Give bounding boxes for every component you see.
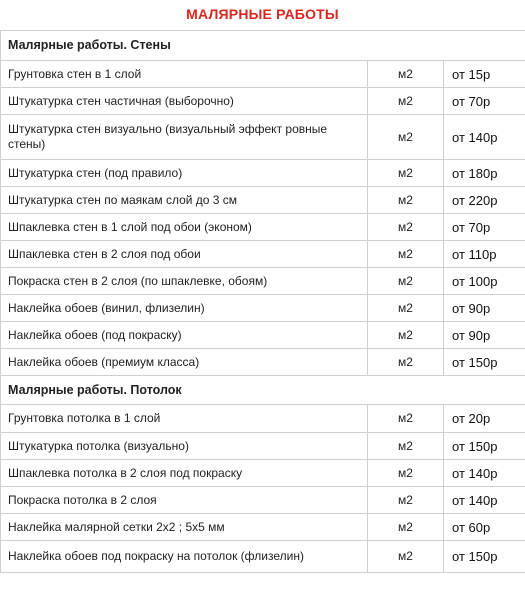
service-price: от 15р (444, 61, 525, 88)
service-name: Наклейка обоев под покраску на потолок (флизелин) (1, 541, 368, 573)
service-unit: м2 (368, 541, 444, 573)
table-row (1, 241, 525, 268)
service-price: от 70р (444, 214, 525, 241)
service-price: от 140р (444, 487, 525, 514)
table-row (1, 115, 525, 160)
service-unit: м2 (368, 187, 444, 214)
section-heading: Малярные работы. Стены (1, 31, 368, 61)
service-price: от 150р (444, 349, 525, 376)
table-row (1, 187, 525, 214)
section-header-row (1, 31, 525, 61)
section-unit-cell (368, 31, 444, 61)
price-table (0, 30, 525, 573)
service-unit: м2 (368, 514, 444, 541)
service-price: от 140р (444, 460, 525, 487)
service-price: от 150р (444, 541, 525, 573)
table-row (1, 61, 525, 88)
table-row (1, 405, 525, 433)
table-row (1, 514, 525, 541)
service-name: Шпаклевка потолка в 2 слоя под покраску (1, 460, 368, 487)
service-price: от 180р (444, 160, 525, 187)
service-name: Наклейка обоев (под покраску) (1, 322, 368, 349)
section-price-cell (444, 31, 525, 61)
table-row (1, 487, 525, 514)
service-price: от 150р (444, 433, 525, 460)
service-unit: м2 (368, 349, 444, 376)
service-unit: м2 (368, 88, 444, 115)
table-row (1, 88, 525, 115)
section-header-row (1, 376, 525, 405)
price-table-body (1, 31, 525, 573)
service-name: Наклейка обоев (винил, флизелин) (1, 295, 368, 322)
service-price: от 90р (444, 322, 525, 349)
table-row (1, 322, 525, 349)
table-row (1, 541, 525, 573)
service-unit: м2 (368, 214, 444, 241)
service-unit: м2 (368, 61, 444, 88)
table-row (1, 268, 525, 295)
service-name: Штукатурка потолка (визуально) (1, 433, 368, 460)
service-name: Штукатурка стен по маякам слой до 3 см (1, 187, 368, 214)
service-unit: м2 (368, 295, 444, 322)
service-name: Наклейка малярной сетки 2х2 ; 5х5 мм (1, 514, 368, 541)
service-price: от 220р (444, 187, 525, 214)
table-row (1, 295, 525, 322)
page-title: МАЛЯРНЫЕ РАБОТЫ (186, 6, 339, 22)
service-name: Штукатурка стен частичная (выборочно) (1, 88, 368, 115)
table-row (1, 214, 525, 241)
service-unit: м2 (368, 460, 444, 487)
service-unit: м2 (368, 487, 444, 514)
service-price: от 70р (444, 88, 525, 115)
table-row (1, 433, 525, 460)
section-price-cell (444, 376, 525, 405)
table-row (1, 160, 525, 187)
service-name: Наклейка обоев (премиум класса) (1, 349, 368, 376)
service-name: Грунтовка стен в 1 слой (1, 61, 368, 88)
service-unit: м2 (368, 405, 444, 433)
service-name: Шпаклевка стен в 2 слоя под обои (1, 241, 368, 268)
service-price: от 60р (444, 514, 525, 541)
table-row (1, 460, 525, 487)
service-unit: м2 (368, 268, 444, 295)
service-price: от 20р (444, 405, 525, 433)
service-price: от 140р (444, 115, 525, 160)
title-row (0, 0, 525, 30)
service-name: Шпаклевка стен в 1 слой под обои (эконом) (1, 214, 368, 241)
service-unit: м2 (368, 241, 444, 268)
service-name: Покраска стен в 2 слоя (по шпаклевке, обоям) (1, 268, 368, 295)
service-unit: м2 (368, 115, 444, 160)
service-price: от 110р (444, 241, 525, 268)
service-price: от 90р (444, 295, 525, 322)
service-unit: м2 (368, 160, 444, 187)
service-name: Покраска потолка в 2 слоя (1, 487, 368, 514)
service-unit: м2 (368, 433, 444, 460)
service-price: от 100р (444, 268, 525, 295)
section-unit-cell (368, 376, 444, 405)
service-unit: м2 (368, 322, 444, 349)
service-name: Грунтовка потолка в 1 слой (1, 405, 368, 433)
table-row (1, 349, 525, 376)
service-name: Штукатурка стен визуально (визуальный эффект ровные стены) (1, 115, 368, 160)
section-heading: Малярные работы. Потолок (1, 376, 368, 405)
service-name: Штукатурка стен (под правило) (1, 160, 368, 187)
